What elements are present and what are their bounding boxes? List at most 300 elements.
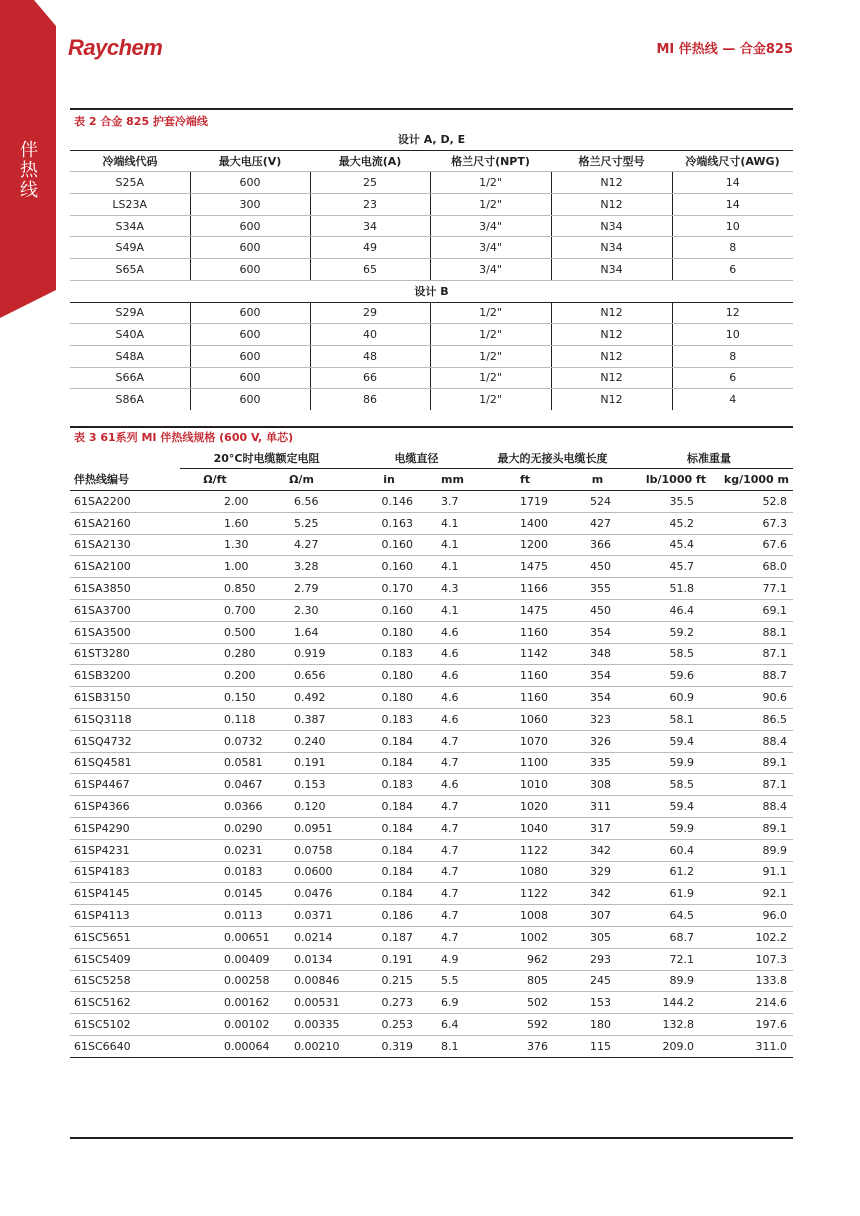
table-cell: 6.4 [425, 1014, 480, 1036]
table-cell: 92.1 [710, 883, 793, 905]
table-cell: 1/2" [430, 345, 551, 367]
table-cell: 0.00335 [250, 1014, 353, 1036]
table-cell: 1400 [480, 512, 570, 534]
table-cell: 61.2 [625, 861, 710, 883]
table-cell: 59.4 [625, 730, 710, 752]
table-cell: 4.6 [425, 708, 480, 730]
table-cell: 14 [672, 194, 793, 216]
table-cell: 0.184 [353, 817, 425, 839]
table-cell: 59.4 [625, 796, 710, 818]
table3-top-rule [70, 426, 793, 428]
table-cell: 61SB3200 [70, 665, 180, 687]
table-cell: 293 [570, 948, 625, 970]
table-row [70, 512, 793, 534]
table-cell: 1020 [480, 796, 570, 818]
table3-column-header: mm [425, 469, 480, 491]
table-cell: 245 [570, 970, 625, 992]
table-cell: 0.00846 [250, 970, 353, 992]
table-cell: 1002 [480, 926, 570, 948]
table-cell: 61.9 [625, 883, 710, 905]
table-cell: 0.200 [180, 665, 250, 687]
side-tab [0, 0, 56, 318]
table-cell: 1008 [480, 905, 570, 927]
length-group-header: 最大的无接头电缆长度 [480, 447, 625, 469]
table-cell: 0.700 [180, 599, 250, 621]
table-cell: N12 [551, 172, 672, 194]
table-cell: 0.0290 [180, 817, 250, 839]
table-cell: N12 [551, 302, 672, 324]
table-row [70, 367, 793, 389]
table-cell: 1/2" [430, 367, 551, 389]
table-cell: 90.6 [710, 687, 793, 709]
table-row [70, 687, 793, 709]
table-cell: 0.00258 [180, 970, 250, 992]
table-row [70, 905, 793, 927]
table2-group-a-d-e-title-row [70, 129, 793, 150]
table-cell: 323 [570, 708, 625, 730]
table-cell: 1122 [480, 883, 570, 905]
table-cell: 450 [570, 556, 625, 578]
table-cell: 88.7 [710, 665, 793, 687]
table-cell: 4.7 [425, 817, 480, 839]
table-cell: 61SA2160 [70, 512, 180, 534]
table-cell: 592 [480, 1014, 570, 1036]
table-row [70, 324, 793, 346]
table-cell: 0.00651 [180, 926, 250, 948]
table-cell: 0.0113 [180, 905, 250, 927]
table-cell: 0.170 [353, 578, 425, 600]
table-cell: 0.184 [353, 883, 425, 905]
table-cell: 61SA2200 [70, 491, 180, 513]
table-cell: 88.4 [710, 796, 793, 818]
table-cell: 1142 [480, 643, 570, 665]
table-cell: 35.5 [625, 491, 710, 513]
table-cell: 4.7 [425, 752, 480, 774]
table-cell: 45.7 [625, 556, 710, 578]
table-cell: 1160 [480, 687, 570, 709]
table-cell: 0.0183 [180, 861, 250, 883]
table-cell: 376 [480, 1035, 570, 1057]
table-cell: 1160 [480, 621, 570, 643]
table-cell: 0.187 [353, 926, 425, 948]
table-cell: 6.9 [425, 992, 480, 1014]
table-cell: 61SP4183 [70, 861, 180, 883]
table-cell: 61SP4145 [70, 883, 180, 905]
table-row [70, 730, 793, 752]
table-cell: 0.146 [353, 491, 425, 513]
table-cell: 89.1 [710, 817, 793, 839]
table-cell: 77.1 [710, 578, 793, 600]
table-cell: 4.6 [425, 643, 480, 665]
table-cell: 88.1 [710, 621, 793, 643]
table-cell: 10 [672, 215, 793, 237]
table-cell: 600 [190, 237, 310, 259]
table-cell: 88.4 [710, 730, 793, 752]
table-cell: 0.00064 [180, 1035, 250, 1057]
table-cell: 0.160 [353, 556, 425, 578]
table-cell: 0.180 [353, 665, 425, 687]
table-cell: 0.184 [353, 730, 425, 752]
table-cell: 45.4 [625, 534, 710, 556]
table-cell: 0.850 [180, 578, 250, 600]
table-cell: 0.0231 [180, 839, 250, 861]
table-cell: 61SA2130 [70, 534, 180, 556]
table-cell: 0.0600 [250, 861, 353, 883]
table-cell: N34 [551, 237, 672, 259]
table-cell: 87.1 [710, 643, 793, 665]
table-row [70, 839, 793, 861]
table-cell: 61ST3280 [70, 643, 180, 665]
table-cell: 1040 [480, 817, 570, 839]
table-cell: 64.5 [625, 905, 710, 927]
table-cell: 0.180 [353, 687, 425, 709]
table-cell: 59.2 [625, 621, 710, 643]
table-cell: 61SA2100 [70, 556, 180, 578]
table-cell: 59.9 [625, 817, 710, 839]
table-cell: 4.6 [425, 687, 480, 709]
table-cell: 0.0758 [250, 839, 353, 861]
table-cell: 4.7 [425, 839, 480, 861]
table-row [70, 774, 793, 796]
table-cell: 0.184 [353, 839, 425, 861]
table-cell: 0.00102 [180, 1014, 250, 1036]
table-cell: S49A [70, 237, 190, 259]
table-cell: 214.6 [710, 992, 793, 1014]
cold-lead-table [70, 129, 793, 410]
table3-column-header: ft [480, 469, 570, 491]
table-row [70, 172, 793, 194]
table-row [70, 259, 793, 281]
table-row [70, 194, 793, 216]
table-cell: 0.0581 [180, 752, 250, 774]
table-cell: 61SQ4732 [70, 730, 180, 752]
table-row [70, 215, 793, 237]
table-cell: 0.656 [250, 665, 353, 687]
table-cell: 0.00210 [250, 1035, 353, 1057]
table-cell: N34 [551, 259, 672, 281]
table-cell: 61SP4366 [70, 796, 180, 818]
table-cell: 342 [570, 883, 625, 905]
table-cell: 61SA3700 [70, 599, 180, 621]
table-cell: 366 [570, 534, 625, 556]
table-cell: 0.191 [353, 948, 425, 970]
table-cell: 61SA3500 [70, 621, 180, 643]
table3-group-header-empty [70, 447, 180, 469]
table-cell: S48A [70, 345, 190, 367]
table-cell: 59.9 [625, 752, 710, 774]
table-cell: 4.6 [425, 665, 480, 687]
table-cell: 0.120 [250, 796, 353, 818]
table-cell: 962 [480, 948, 570, 970]
table-cell: 59.6 [625, 665, 710, 687]
table3-column-header: m [570, 469, 625, 491]
table-row [70, 883, 793, 905]
table-row [70, 796, 793, 818]
table-cell: 69.1 [710, 599, 793, 621]
table-cell: 600 [190, 215, 310, 237]
table-cell: 1010 [480, 774, 570, 796]
table-cell: 49 [310, 237, 430, 259]
table-cell: 1/2" [430, 172, 551, 194]
table-cell: 72.1 [625, 948, 710, 970]
table-cell: 0.215 [353, 970, 425, 992]
table-row [70, 1035, 793, 1057]
table-cell: 0.253 [353, 1014, 425, 1036]
table-cell: 67.6 [710, 534, 793, 556]
table-cell: 65 [310, 259, 430, 281]
table-cell: 1.64 [250, 621, 353, 643]
table-row [70, 861, 793, 883]
table3-column-header: kg/1000 m [710, 469, 793, 491]
table-cell: 305 [570, 926, 625, 948]
table-row [70, 708, 793, 730]
table-cell: 115 [570, 1035, 625, 1057]
table2-column-header: 最大电流(A) [310, 150, 430, 172]
table-cell: 61SB3150 [70, 687, 180, 709]
table-cell: 0.150 [180, 687, 250, 709]
table-row [70, 491, 793, 513]
table-cell: 61SC6640 [70, 1035, 180, 1057]
table-cell: 4.7 [425, 926, 480, 948]
table-cell: 0.273 [353, 992, 425, 1014]
table-cell: 4.7 [425, 796, 480, 818]
table-cell: 91.1 [710, 861, 793, 883]
table-cell: N12 [551, 345, 672, 367]
table-cell: 6 [672, 367, 793, 389]
table-cell: 1/2" [430, 324, 551, 346]
table-cell: 61SC5409 [70, 948, 180, 970]
table-cell: 144.2 [625, 992, 710, 1014]
table-row [70, 302, 793, 324]
table-cell: 40 [310, 324, 430, 346]
table-cell: N12 [551, 324, 672, 346]
table-cell: 4.27 [250, 534, 353, 556]
table2-column-header: 格兰尺寸型号 [551, 150, 672, 172]
table-cell: 1475 [480, 599, 570, 621]
table-row [70, 752, 793, 774]
table-cell: 4.7 [425, 861, 480, 883]
table-cell: 10 [672, 324, 793, 346]
side-tab-label: 伴热线 [17, 140, 38, 200]
table-cell: 1475 [480, 556, 570, 578]
table-cell: 0.919 [250, 643, 353, 665]
table-cell: 4.9 [425, 948, 480, 970]
table-row [70, 237, 793, 259]
table-row [70, 643, 793, 665]
page-header-title: MI 伴热线 — 合金825 [656, 42, 793, 57]
table-cell: 0.280 [180, 643, 250, 665]
table-cell: 1166 [480, 578, 570, 600]
table-cell: 502 [480, 992, 570, 1014]
table-cell: 354 [570, 621, 625, 643]
table-cell: 600 [190, 345, 310, 367]
page-bottom-rule [70, 1137, 793, 1139]
table-row [70, 926, 793, 948]
table-cell: 0.191 [250, 752, 353, 774]
table-cell: 3/4" [430, 237, 551, 259]
table-cell: 0.163 [353, 512, 425, 534]
table-cell: 0.0476 [250, 883, 353, 905]
table-cell: 1.60 [180, 512, 250, 534]
table-cell: 61SC5162 [70, 992, 180, 1014]
table-cell: 427 [570, 512, 625, 534]
table-cell: 132.8 [625, 1014, 710, 1036]
table2-caption: 表 2 合金 825 护套冷端线 [74, 115, 208, 128]
table-cell: 87.1 [710, 774, 793, 796]
table-cell: 68.0 [710, 556, 793, 578]
table-cell: 61SA3850 [70, 578, 180, 600]
table-cell: 0.500 [180, 621, 250, 643]
table-cell: 524 [570, 491, 625, 513]
table-cell: 0.00162 [180, 992, 250, 1014]
table-cell: 89.1 [710, 752, 793, 774]
table-cell: N12 [551, 194, 672, 216]
table-cell: 1.00 [180, 556, 250, 578]
table-cell: 61SQ3118 [70, 708, 180, 730]
table-cell: 89.9 [625, 970, 710, 992]
table-row [70, 992, 793, 1014]
table-cell: LS23A [70, 194, 190, 216]
table-cell: 308 [570, 774, 625, 796]
table-cell: 0.153 [250, 774, 353, 796]
table-cell: 0.0951 [250, 817, 353, 839]
table-cell: 0.183 [353, 774, 425, 796]
table-cell: 4.7 [425, 905, 480, 927]
table-cell: 0.160 [353, 534, 425, 556]
table-cell: 4 [729, 393, 737, 407]
table-cell: 1/2" [430, 389, 551, 410]
table-cell: 12 [672, 302, 793, 324]
table-cell: N12 [551, 367, 672, 389]
table-cell: 66 [310, 367, 430, 389]
table-cell: 329 [570, 861, 625, 883]
table-cell: 48 [310, 345, 430, 367]
table-cell: 14 [672, 172, 793, 194]
table-cell: 307 [570, 905, 625, 927]
table-cell: 89.9 [710, 839, 793, 861]
table-cell: 1200 [480, 534, 570, 556]
table-cell: S34A [70, 215, 190, 237]
table-cell: 61SP4467 [70, 774, 180, 796]
table-cell: 600 [190, 172, 310, 194]
table-cell: 1719 [480, 491, 570, 513]
table-cell: 0.184 [353, 752, 425, 774]
table-cell: 61SC5102 [70, 1014, 180, 1036]
table-cell: 0.0145 [180, 883, 250, 905]
table-cell: 0.319 [353, 1035, 425, 1057]
table-cell: 4.6 [425, 621, 480, 643]
table-cell: 209.0 [625, 1035, 710, 1057]
table-cell: 25 [310, 172, 430, 194]
table-cell: 0.180 [353, 621, 425, 643]
table-row [70, 1014, 793, 1036]
table-cell: 300 [190, 194, 310, 216]
table-cell: 3.7 [425, 491, 480, 513]
table-cell: 4.1 [425, 512, 480, 534]
table-cell: 2.79 [250, 578, 353, 600]
table-cell: 0.160 [353, 599, 425, 621]
table-cell: 8 [672, 237, 793, 259]
table-cell: 102.2 [710, 926, 793, 948]
brand-logo: Raychem [68, 35, 163, 60]
table-cell: 1160 [480, 665, 570, 687]
table-cell: 4.3 [425, 578, 480, 600]
table-cell: 0.183 [353, 708, 425, 730]
table-cell: 0.0467 [180, 774, 250, 796]
table-cell: N34 [551, 215, 672, 237]
table-cell: 1080 [480, 861, 570, 883]
table-cell: 600 [190, 302, 310, 324]
diameter-group-header: 电缆直径 [353, 447, 480, 469]
table-cell: 107.3 [710, 948, 793, 970]
table-cell: 8.1 [425, 1035, 480, 1057]
table-cell: 197.6 [710, 1014, 793, 1036]
table-cell: 67.3 [710, 512, 793, 534]
table-row [70, 970, 793, 992]
table-cell: 0.387 [250, 708, 353, 730]
table-cell: 4.1 [425, 556, 480, 578]
table-cell: 4.7 [425, 730, 480, 752]
table-cell: 354 [570, 687, 625, 709]
table-cell: 60.4 [625, 839, 710, 861]
table3-column-header: Ω/ft [180, 469, 250, 491]
table-cell: 0.00531 [250, 992, 353, 1014]
table-cell: 0.118 [180, 708, 250, 730]
table-cell: 0.0214 [250, 926, 353, 948]
table-cell: 0.186 [353, 905, 425, 927]
table-cell: 4.6 [425, 774, 480, 796]
table-row [70, 817, 793, 839]
table2-group-a-d-e-title: 设计 A, D, E [70, 129, 793, 150]
table-cell: 0.183 [353, 643, 425, 665]
table-cell: 0.184 [353, 861, 425, 883]
table-cell: 3/4" [430, 259, 551, 281]
table3-caption: 表 3 61系列 MI 伴热线规格 (600 V, 单芯) [74, 431, 294, 444]
table-cell: 61SQ4581 [70, 752, 180, 774]
table-cell: S65A [70, 259, 190, 281]
table-cell: 0.492 [250, 687, 353, 709]
table-cell: 34 [310, 215, 430, 237]
table-cell: 61SP4290 [70, 817, 180, 839]
table-row [70, 556, 793, 578]
table-cell: 1100 [480, 752, 570, 774]
table-cell: 61SC5258 [70, 970, 180, 992]
table3-column-header: Ω/m [250, 469, 353, 491]
table-cell: 600 [190, 367, 310, 389]
table-cell: 8 [672, 345, 793, 367]
table3-column-header: in [353, 469, 425, 491]
table-cell: 68.7 [625, 926, 710, 948]
table-cell: S25A [70, 172, 190, 194]
table-cell: 133.8 [710, 970, 793, 992]
table3-column-header: lb/1000 ft [625, 469, 710, 491]
table-cell: 1/2" [430, 194, 551, 216]
table-row [70, 389, 793, 410]
table-cell: 3/4" [430, 215, 551, 237]
table3-column-header: 伴热线编号 [70, 469, 180, 491]
table-row [70, 599, 793, 621]
table-cell: 51.8 [625, 578, 710, 600]
table-cell: 600 [190, 324, 310, 346]
table-cell: 5.5 [425, 970, 480, 992]
table2-column-header: 格兰尺寸(NPT) [430, 150, 551, 172]
table-cell: 3.28 [250, 556, 353, 578]
table-cell: 311.0 [710, 1035, 793, 1057]
table-cell: S66A [70, 367, 190, 389]
table-cell: 96.0 [710, 905, 793, 927]
table-cell: 58.1 [625, 708, 710, 730]
weight-group-header: 标准重量 [625, 447, 793, 469]
